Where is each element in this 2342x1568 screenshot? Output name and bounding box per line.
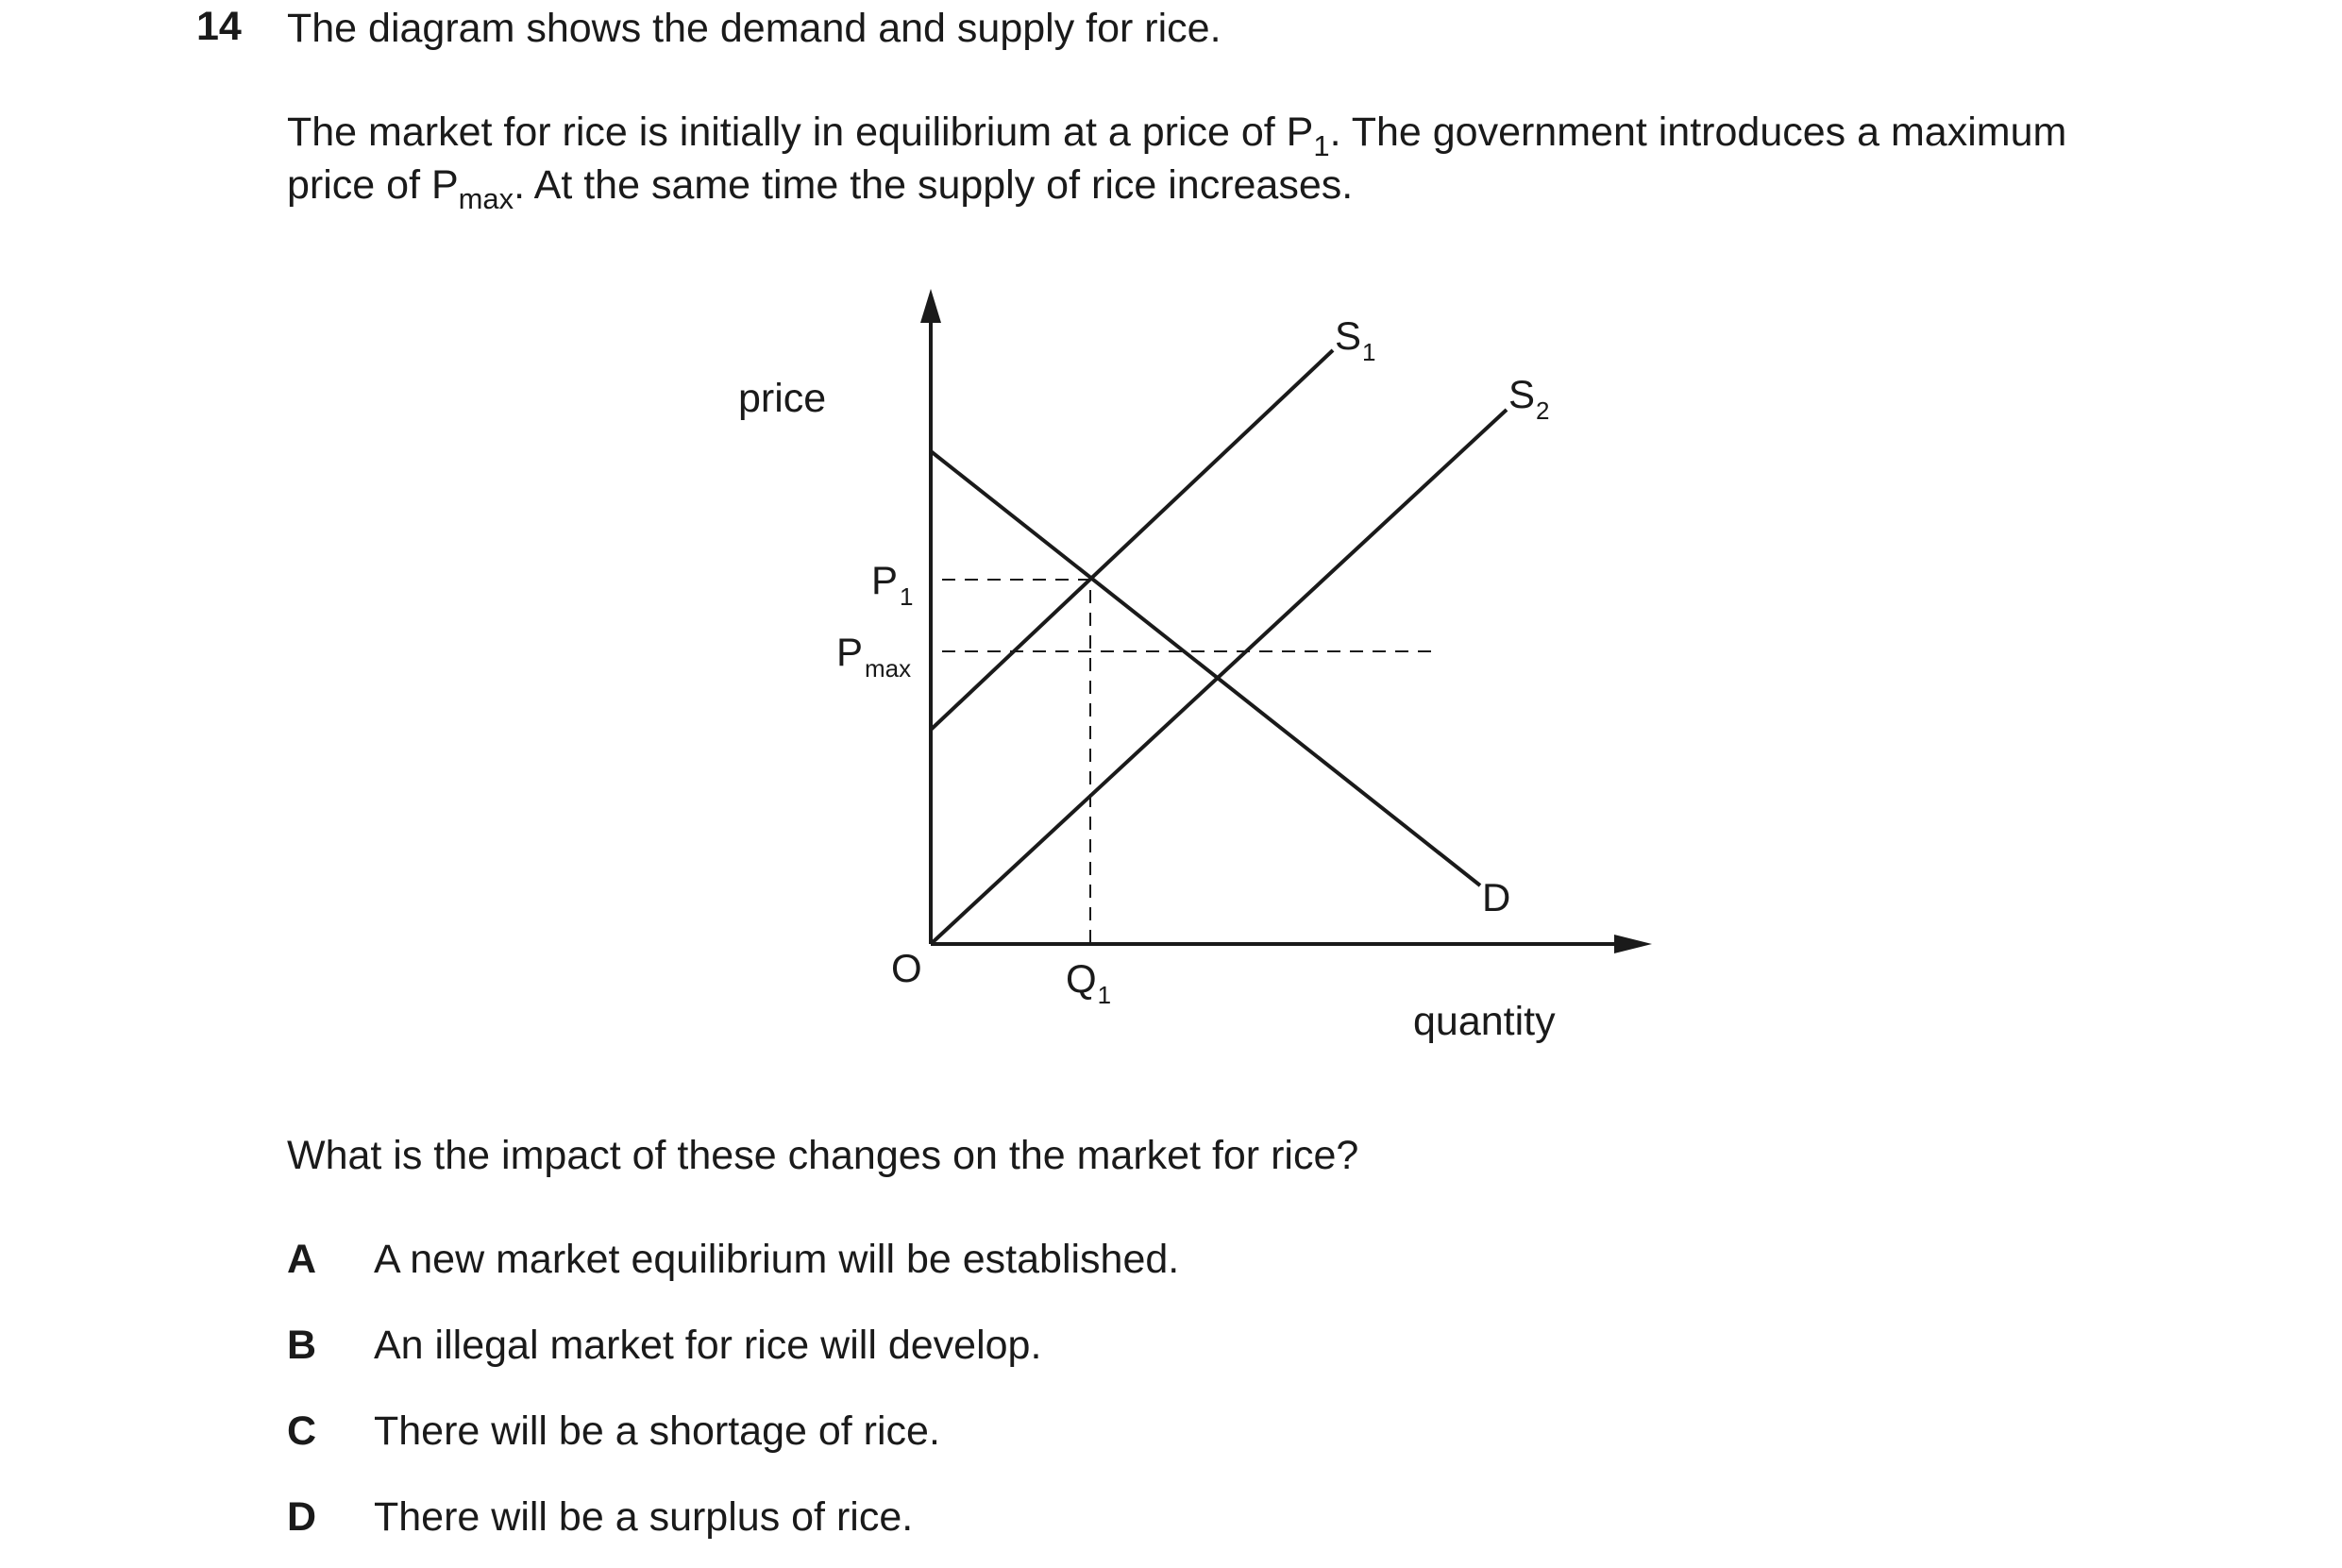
s2-label: $S_2$ — [1508, 372, 1550, 425]
option-text: There will be a shortage of rice. — [374, 1408, 940, 1454]
option-text: A new market equilibrium will be established. — [374, 1237, 1180, 1282]
question-stem-line-2: price of $P_{max}$. At the same time the supply of rice increases. — [287, 162, 1354, 215]
pmax-label: $P_{max}$ — [836, 630, 912, 683]
demand-label: D — [1482, 875, 1511, 919]
s1-label: $S_1$ — [1335, 313, 1376, 366]
question-prompt: What is the impact of these changes on the market for rice? — [287, 1133, 1359, 1178]
question-intro: The diagram shows the demand and supply for rice. — [287, 6, 1222, 51]
origin-label: O — [891, 946, 922, 990]
p1-label: $P_1$ — [871, 558, 914, 611]
x-axis-label: quantity — [1413, 999, 1556, 1044]
question-number: 14 — [196, 4, 242, 49]
option-text: There will be a surplus of rice. — [374, 1494, 914, 1540]
answer-option-a[interactable] — [287, 1233, 1179, 1286]
option-letter: A — [287, 1237, 317, 1282]
demand-curve-d — [931, 451, 1480, 885]
y-axis-arrowhead — [920, 289, 941, 323]
option-letter: C — [287, 1408, 317, 1454]
supply-curve-s1 — [931, 350, 1333, 730]
supply-curve-s2 — [931, 410, 1507, 944]
x-axis-arrowhead — [1614, 935, 1652, 953]
answer-option-d[interactable] — [287, 1491, 913, 1543]
q1-label: $Q_1$ — [1066, 956, 1112, 1009]
question-stem-line-1: The market for rice is initially in equilibrium at a price of $P_1$. The government introduces a maximum — [287, 110, 2067, 162]
y-axis-label: price — [738, 376, 827, 421]
option-letter: B — [287, 1323, 317, 1368]
option-text: An illegal market for rice will develop. — [374, 1323, 1042, 1368]
answer-option-b[interactable] — [287, 1319, 1041, 1372]
answer-option-c[interactable] — [287, 1405, 940, 1458]
option-letter: D — [287, 1494, 317, 1540]
